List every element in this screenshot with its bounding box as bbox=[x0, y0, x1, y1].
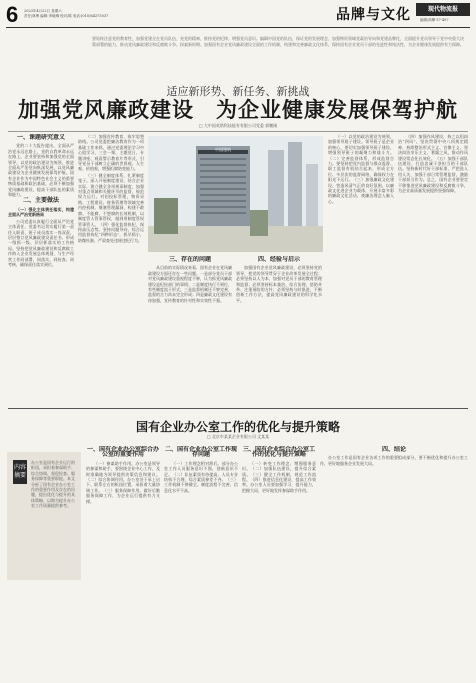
page-header bbox=[0, 0, 476, 28]
article-kicker: 适应新形势、新任务、新挑战 bbox=[166, 86, 310, 98]
article2-byline: □ 北京市某某企业有限公司 文某某 bbox=[206, 434, 270, 439]
body-text: 加强国有企业党风廉政建设，必须坚持党的领导，把党的领导贯穿于企业改革发展全过程；必须坚持以人为本，加强对党员干部的教育管理和监督；必须坚持标本兼治、综合治理、惩防并举、注重预防的方针；必须坚持与时俱进，不断创新工作方法，提高党风廉政建设的科学化水平。 bbox=[236, 265, 322, 303]
article-column-6 bbox=[398, 134, 468, 402]
section-heading: 四、经验与启示 bbox=[257, 257, 300, 263]
article-lead: 要始终注意党的教育性，加强党建全在党员队伍，充党的精神，推持党的纪律，增强党员意识。编辑中国党的队伍，保证党的发展理念，加强物资领域党政治导向和党建品牌化，全面提升党员领导于党中央重大决策部署的能力，推动党风廉政建设和反腐败斗争。探索新时期、加强国有企业党风廉政建设全面的工作机制，构建和完善廉政文化体系，保持国有企业党员干部的先进性和纯洁性，为企业健康发展提供有力保障。 bbox=[92, 36, 464, 47]
body-text: （二）加强宣传教育，筑牢思想防线。公司党委把廉洁教育作为一项基础工作来抓，通过党委理论学习中心组学习、三会一课、主题党日、专题讲座、观看警示教育片等形式，引导党员干部树立正确的世界观、人生观、价值观，增强拒腐防变能力。 bbox=[78, 134, 144, 172]
abstract-label: 内容摘要 bbox=[13, 460, 27, 484]
section-heading: 三、存在的问题 bbox=[168, 257, 211, 263]
article-headline: 加强党风廉政建设 为企业健康发展保驾护航 bbox=[18, 99, 458, 122]
issue-date: 2023年4月22日 星期六 bbox=[24, 9, 62, 13]
section-heading: 二、国有企业办公室工作现存问题 bbox=[164, 447, 237, 459]
abstract-text: 办公室是国有企业运行的枢纽，承担着参谋助手、综合协调、督促检查、服务保障等重要职能。本文分析了国有企业办公室工作的重要作用及存在的问题，提出优化与提升的具体策略，以期为提升办公室工作质量提供参考。 bbox=[31, 460, 75, 509]
body-text: 从目前的实际情况来看，国有企业在党风廉政建设方面还存在一些问题。一是部分党员干部对党风廉政建设重视程度不够，认为抓党风廉政建设是纪检部门的事情；二是制度执行不到位，有些制度流于形式；三是监督机制还不够完善，监督的合力尚未完全形成；四是廉政文化建设有待加强，宣传教育的针对性和实效性不强。 bbox=[148, 265, 232, 303]
body-text: 党的二十大报告提出，全面从严治党永远在路上，党的自我革命永远在路上。企业要坚持和加强党的全面领导，以党的政治建设为统领，推进全面从严治党向纵深发展，以党风廉政建设为企业健康发展保驾护航。国有企业作为中国特色社会主义的重要物质基础和政治基础，必须不断加强党风廉政建设，提高干部队伍的素质和能力。 bbox=[8, 143, 74, 198]
subheading: （一）强化主体责任落实，构建全面从严治党新格局 bbox=[8, 206, 74, 218]
section-title: 品牌与文化 bbox=[336, 7, 411, 23]
body-text: （三）健全制度体系，扎紧制度笼子。深入开展制度建设，结合企业实际，建立健全各项规章制度，加强对重点领域和关键环节的监督，规范权力运行。对招投标管理、物资采购、工程建设、财务管理等领域完善内控机制，堵塞管理漏洞，构建不敢腐、不能腐、不想腐的长效机制，以制度管人管事管权，做到用制度管权管事管人。（四）强化监督执纪，保持高压态势。坚持问题导向，综合运用监督执纪“四种形态”，抓早抓小，防微杜渐，严肃查处违规违纪行为。 bbox=[78, 172, 144, 243]
article-column-2 bbox=[78, 134, 144, 402]
article-byline: □ 大中国英塔科技能有有限公司党委 郭鹏刚 bbox=[198, 123, 278, 128]
article2-headline: 国有企业办公室工作的优化与提升策略 bbox=[135, 420, 340, 434]
article-column-3 bbox=[148, 256, 232, 402]
section-heading: 三、国有企业综合办公室工作的优化与提升策略 bbox=[242, 447, 315, 459]
building-sign: 中国建筑 bbox=[215, 147, 231, 152]
article-photo bbox=[148, 136, 323, 252]
body-text: 公司党委认真履行全面从严治党主体责任，党委书记切实履行第一责任人职责，班子成员落实一岗双责，层层签订党风廉政建设责任书，形成一级抓一级、层层抓落实的工作格局。坚持把党风廉政建设和反腐败工作纳入企业发展总体规划，与生产经营工作同部署、同落实、同检查、同考核，确保责任落实到位。 bbox=[8, 218, 74, 267]
issue-meta bbox=[24, 9, 164, 19]
section-heading: 一、国有企业办公室综合办公室的重要作用 bbox=[86, 447, 159, 459]
article2-column-3 bbox=[242, 446, 316, 678]
abstract-box bbox=[7, 452, 81, 580]
article2-column-4 bbox=[320, 446, 468, 678]
body-text: （一）以党的政治建设为统领，加强领导班子建设。领导班子是企业的核心，要切实加强领导班子建设，增强领导班子的凝聚力和战斗力。（二）完善监督体系，形成监督合力。要坚持把党内监督与群众监督、职工监督有机结合起来，形成全方位、多层次的监督网络，确保权力在阳光下运行。（三）加强廉政文化建设，营造风清气正的良好氛围。以廉政文化进企业为载体，开展丰富多彩的廉政文化活动，使廉洁理念入脑入心。 bbox=[328, 134, 394, 204]
article-column-5 bbox=[328, 134, 394, 402]
article-column-4 bbox=[236, 256, 322, 402]
body-text: （一）参谋助手作用。办公室是领导的参谋和助手，要围绕企业中心工作，及时准确地为领导提供决策信息和建议。（二）综合协调作用。办公室处于承上启下、联系左右的枢纽位置，承担着大量协调工作。（三）服务保障作用。做好后勤服务保障工作，为企业运行提供有力支撑。 bbox=[86, 460, 160, 504]
section-heading: 四、结论 bbox=[381, 447, 406, 453]
article2-column-2 bbox=[164, 446, 238, 678]
article-separator bbox=[8, 408, 468, 409]
body-text: （四）加强作风建设，持之以恒纠治“四风”。坚决贯彻中央八项规定精神，持续整治形式主义、官僚主义，坚决纠治享乐主义、奢靡之风，推动作风建设常态化长效化。（五）加强干部队伍建设，打造忠诚干净担当的干部队伍。坚持新时代好干部标准，严把选人用人关，加强干部日常管理监督，激励干部担当作为。总之，国有企业要坚定不移推进党风廉政建设和反腐败斗争，为企业高质量发展提供坚强保障。 bbox=[398, 134, 468, 194]
building-photo bbox=[148, 136, 323, 252]
page-editor: 编辑/高攀 57-497 bbox=[420, 18, 449, 22]
section-heading: 一、课题研究意义 bbox=[16, 135, 65, 141]
newspaper-logo: 现代物流报 bbox=[416, 3, 470, 16]
body-text: （一）工作理念相对滞后。部分办公室工作人员服务意识不强，创新意识不足。（二）队伍素质有待提高。人员专业结构不合理，综合素质参差不齐。（三）工作机制不够健全。制度流程不完善，信息化水平不高。 bbox=[164, 460, 238, 493]
header-rule bbox=[6, 27, 470, 28]
body-text: 办公室工作是国有企业各项工作的重要组成部分，要不断优化和提升办公室工作，更好地服务企业发展大局。 bbox=[320, 455, 468, 466]
editor-line: 责任/林博 编辑:李晓琳 校对/陈 电话:(010)64375037 bbox=[24, 14, 109, 18]
section-heading: 二、主要做法 bbox=[22, 198, 59, 205]
divider bbox=[8, 131, 468, 132]
article-column-1 bbox=[8, 134, 74, 402]
body-text: （一）转变工作理念，增强服务意识。（二）加强队伍建设，提升综合素质。（三）健全工作机制，规范工作流程。（四）推进信息化建设，提高工作效率。办公室人员要加强学习，提升能力，把握大局，更好地发挥参谋助手作用。 bbox=[242, 460, 316, 493]
page-number: 6 bbox=[6, 2, 19, 27]
article2-column-1 bbox=[86, 446, 160, 678]
